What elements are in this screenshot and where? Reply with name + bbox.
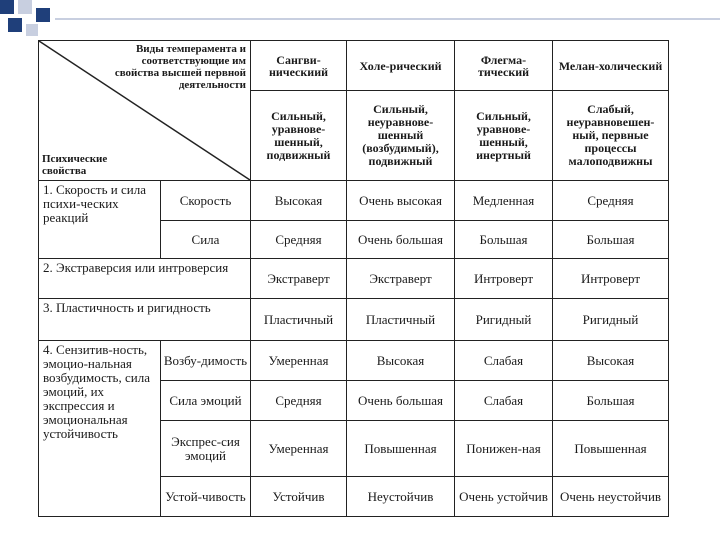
sub-property: Сила — [161, 221, 251, 259]
table-cell: Интроверт — [455, 259, 553, 299]
corner-top-label: Виды темперамента и соответствующие им свойства высшей первной деятельности — [114, 43, 246, 91]
sub-property: Устой-чивость — [161, 477, 251, 517]
deco-square — [8, 18, 22, 32]
type-name: Холе-рический — [347, 41, 455, 91]
table-cell: Высокая — [251, 181, 347, 221]
type-name: Сангви-ническиий — [251, 41, 347, 91]
table-cell: Пластичный — [347, 299, 455, 341]
table-cell: Средняя — [251, 381, 347, 421]
type-properties: Сильный, уравнове-шенный, подвижный — [251, 91, 347, 181]
table-cell: Ригидный — [455, 299, 553, 341]
sub-property: Экспрес-сия эмоций — [161, 421, 251, 477]
type-properties: Сильный, уравнове-шенный, инертный — [455, 91, 553, 181]
table-cell: Ригидный — [553, 299, 669, 341]
type-name: Флегма-тический — [455, 41, 553, 91]
table-cell: Экстраверт — [251, 259, 347, 299]
table-cell: Пластичный — [251, 299, 347, 341]
table-cell: Умеренная — [251, 421, 347, 477]
group-label: 3. Пластичность и ригидность — [39, 299, 251, 341]
table-cell: Слабая — [455, 381, 553, 421]
sub-property: Возбу-димость — [161, 341, 251, 381]
table-cell: Очень устойчив — [455, 477, 553, 517]
table-cell: Большая — [455, 221, 553, 259]
sub-property: Скорость — [161, 181, 251, 221]
table-cell: Большая — [553, 381, 669, 421]
deco-square — [26, 24, 38, 36]
table-cell: Устойчив — [251, 477, 347, 517]
table-cell: Очень неустойчив — [553, 477, 669, 517]
header-corner-cell — [39, 41, 251, 181]
sub-property: Сила эмоций — [161, 381, 251, 421]
table-cell: Большая — [553, 221, 669, 259]
table-cell: Повышенная — [553, 421, 669, 477]
type-properties: Сильный, неуравнове-шенный (возбудимый), подвижный — [347, 91, 455, 181]
table-cell: Понижен-ная — [455, 421, 553, 477]
slide-decoration — [0, 0, 720, 40]
table-cell: Высокая — [553, 341, 669, 381]
deco-square — [18, 0, 32, 14]
type-properties: Слабый, неуравновешен-ный, первные процессы малоподвижны — [553, 91, 669, 181]
table-cell: Медленная — [455, 181, 553, 221]
table-cell: Экстраверт — [347, 259, 455, 299]
table-cell: Средняя — [553, 181, 669, 221]
table-row — [39, 181, 669, 221]
deco-square — [36, 8, 50, 22]
table-cell: Слабая — [455, 341, 553, 381]
table-cell: Средняя — [251, 221, 347, 259]
corner-bottom-label: Психические свойства — [42, 153, 108, 177]
table-cell: Очень большая — [347, 221, 455, 259]
table-cell: Высокая — [347, 341, 455, 381]
temperament-table — [38, 40, 669, 517]
table-cell: Умеренная — [251, 341, 347, 381]
header-row-names — [39, 41, 669, 91]
type-name: Мелан-холический — [553, 41, 669, 91]
table-row — [39, 259, 669, 299]
deco-line — [55, 18, 720, 20]
table-cell: Повышенная — [347, 421, 455, 477]
table-cell: Очень большая — [347, 381, 455, 421]
table-cell: Неустойчив — [347, 477, 455, 517]
group-label: 1. Скорость и сила психи-ческих реакций — [39, 181, 161, 259]
table-cell: Очень высокая — [347, 181, 455, 221]
table-cell: Интроверт — [553, 259, 669, 299]
deco-square — [0, 0, 14, 14]
group-label: 4. Сензитив-ность, эмоцио-нальная возбудимость, сила эмоций, их экспрессия и эмоциональная устойчивость — [39, 341, 161, 517]
table-row — [39, 341, 669, 381]
table-row — [39, 299, 669, 341]
group-label: 2. Экстраверсия или интроверсия — [39, 259, 251, 299]
